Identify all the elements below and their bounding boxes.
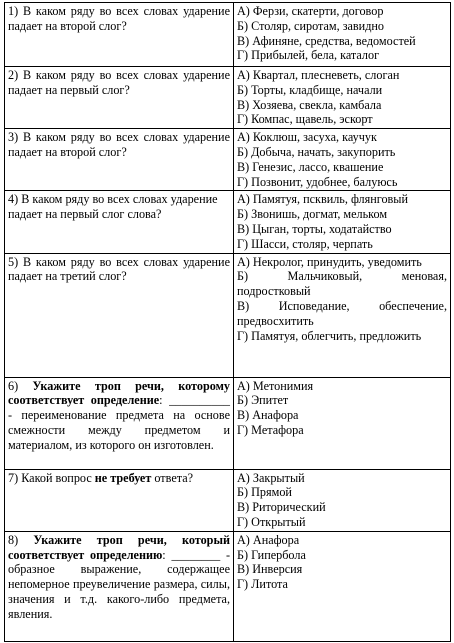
answer-option-c[interactable]: В) Риторический [237, 500, 326, 515]
question-cell [5, 531, 234, 641]
question-row-4 [5, 191, 451, 253]
question-cell [5, 253, 234, 377]
answer-option-c[interactable]: В) Генезис, лассо, квашение [237, 159, 384, 174]
answer-option-b[interactable]: Б) Добыча, начать, закупорить [237, 144, 396, 159]
quiz-table [4, 2, 451, 642]
answer-option-b[interactable]: Б) Звонишь, догмат, мельком [237, 207, 388, 222]
question-text [8, 533, 230, 622]
question-cell [5, 469, 234, 531]
answer-option-c[interactable]: В) Цыган, торты, ходатайство [237, 221, 392, 236]
question-definition: - образное выражение, содержащее непомерное преувеличение размера, силы, значения и т.д. какого-либо предмета, явления. [8, 547, 230, 621]
answer-option-a[interactable]: А) Коклюш, засуха, каучук [237, 130, 377, 145]
answer-option-b[interactable]: Б) Эпитет [237, 393, 289, 408]
answers-cell [234, 469, 451, 531]
answers-cell [234, 3, 451, 67]
answer-option-d[interactable]: Г) Литота [237, 577, 288, 592]
answer-blank: ________ [171, 547, 221, 562]
question-colon: : [159, 393, 163, 408]
question-instruction: Укажите троп речи, которому соответствует определение [8, 378, 231, 408]
answer-option-d[interactable]: Г) Памятуя, облегчить, предложить [237, 328, 422, 343]
answer-blank: __________ [169, 393, 230, 408]
answer-option-d[interactable]: Г) Шасси, столяр, черпать [237, 236, 373, 251]
question-prefix: 7) Какой вопрос [8, 470, 95, 485]
answer-option-c[interactable]: В) Исповедание, обеспечение, предвосхитить [237, 298, 447, 328]
answer-option-a[interactable]: А) Закрытый [237, 470, 305, 485]
question-emphasis: не требует [94, 470, 152, 485]
answer-option-b[interactable]: Б) Столяр, сиротам, завидно [237, 18, 385, 33]
question-row-3 [5, 129, 451, 191]
question-row-5 [5, 253, 451, 377]
answer-option-c[interactable]: В) Хозяева, свекла, камбала [237, 97, 382, 112]
question-text: 5) В каком ряду во всех словах ударение падает на третий слог? [8, 254, 230, 284]
answer-option-a[interactable]: А) Памятуя, псквиль, флянговый [237, 192, 409, 207]
answer-option-d[interactable]: Г) Компас, щавель, эскорт [237, 112, 373, 127]
question-cell [5, 3, 234, 67]
answer-option-a[interactable]: А) Метонимия [237, 378, 314, 393]
answer-option-b[interactable]: Б) Торты, кладбище, начали [237, 82, 383, 97]
answer-option-c[interactable]: В) Анафора [237, 408, 299, 423]
question-definition: - переименование предмета на основе смежности между предметом и материалом, из которого он изготовлен. [8, 408, 230, 452]
answer-option-a[interactable]: А) Квартал, плесневеть, слоган [237, 68, 400, 82]
answers-cell [234, 253, 451, 377]
question-row-6 [5, 377, 451, 469]
answer-option-c[interactable]: В) Афиняне, средства, ведомостей [237, 33, 416, 48]
question-row-1 [5, 3, 451, 67]
question-cell [5, 191, 234, 253]
answers-cell [234, 129, 451, 191]
answer-option-d[interactable]: Г) Прибылей, бела, каталог [237, 48, 380, 63]
question-number: 6) [8, 378, 33, 393]
question-row-8 [5, 531, 451, 641]
question-cell [5, 129, 234, 191]
answer-option-d[interactable]: Г) Открытый [237, 514, 306, 529]
answer-option-d[interactable]: Г) Позвонит, удобнее, балуюсь [237, 174, 398, 189]
question-suffix: ответа? [151, 470, 194, 485]
answer-option-b[interactable]: Б) Мальчиковый, меновая, подростковый [237, 269, 447, 299]
question-row-7 [5, 469, 451, 531]
question-text: 1) В каком ряду во всех словах ударение падает на второй слог? [8, 4, 230, 33]
answer-option-b[interactable]: Б) Гипербола [237, 547, 306, 562]
answers-cell [234, 67, 451, 129]
question-cell [5, 67, 234, 129]
answers-cell [234, 531, 451, 641]
answer-option-a[interactable]: А) Некролог, принудить, уведомить [237, 254, 422, 269]
question-number: 8) [8, 532, 34, 547]
answers-cell [234, 377, 451, 469]
answer-option-c[interactable]: В) Инверсия [237, 562, 303, 577]
question-instruction: Укажите троп речи, который соответствует определению [8, 532, 230, 562]
question-text: 2) В каком ряду во всех словах ударение падает на первый слог? [8, 68, 230, 97]
question-text: 3) В каком ряду во всех словах ударение падает на второй слог? [8, 130, 230, 159]
question-colon: : [162, 547, 166, 562]
answer-option-a[interactable]: А) Ферзи, скатерти, договор [237, 4, 384, 18]
answer-option-d[interactable]: Г) Метафора [237, 422, 304, 437]
question-row-2 [5, 67, 451, 129]
answer-option-a[interactable]: А) Анафора [237, 532, 300, 547]
question-cell [5, 377, 234, 469]
answer-option-b[interactable]: Б) Прямой [237, 485, 292, 500]
question-text [8, 471, 230, 486]
answers-cell [234, 191, 451, 253]
question-text: 4) В каком ряду во всех словах ударение падает на первый слог слова? [8, 192, 218, 222]
question-text [8, 379, 230, 453]
